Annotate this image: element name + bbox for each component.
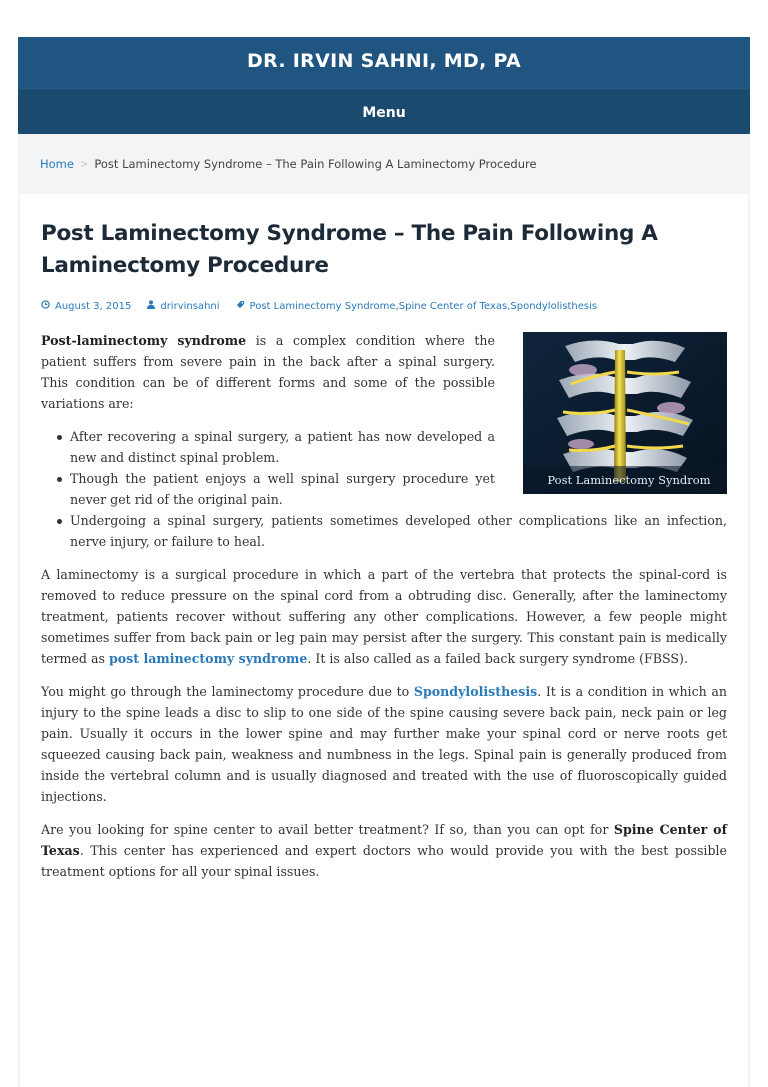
breadcrumb-home-link[interactable]: Home xyxy=(40,157,74,171)
intro-text: is a complex condition where the patient suffers from severe pain in the back after a spinal surgery. This condition can be of different forms and some of the possible variations are: xyxy=(41,333,495,411)
spine-center-paragraph xyxy=(41,819,727,882)
main-content xyxy=(20,194,748,1087)
image-caption: Post Laminectomy Syndrom xyxy=(547,473,711,487)
variations-list xyxy=(55,426,727,552)
spine-center-text: Are you looking for spine center to avail better treatment? If so, than you can opt for xyxy=(41,822,614,837)
tag-icon xyxy=(236,300,245,312)
post-body xyxy=(41,330,727,882)
site-title[interactable]: DR. IRVIN SAHNI, MD, PA xyxy=(247,49,521,72)
breadcrumb-current: Post Laminectomy Syndrome – The Pain Following A Laminectomy Procedure xyxy=(94,157,537,171)
menu-toggle[interactable] xyxy=(18,90,750,134)
post-date xyxy=(41,300,131,312)
breadcrumb-separator: > xyxy=(79,158,89,170)
category-link[interactable]: Post Laminectomy Syndrome xyxy=(249,300,396,312)
laminectomy-text: A laminectomy is a surgical procedure in which a part of the vertebra that protects the spinal-cord is removed to reduce pressure on the spinal cord from a obtruding disc. Generally, after the laminectomy treatment, patients recover without suffering any other complications. However, a few people might sometimes suffer from back pain or leg pain may persist after the surgery. This constant pain is medically termed as xyxy=(41,567,727,666)
list-item: Though the patient enjoys a well spinal surgery procedure yet never get rid of the original pain. xyxy=(55,468,727,510)
list-item: Undergoing a spinal surgery, patients sometimes developed other complications like an infection, nerve injury, or failure to heal. xyxy=(55,510,727,552)
spine-center-text-after: . This center has experienced and expert doctors who would provide you with the best possible treatment options for all your spinal issues. xyxy=(41,843,727,879)
post-meta xyxy=(41,300,727,312)
page-frame xyxy=(18,37,750,1087)
post-author xyxy=(147,300,219,312)
list-item: After recovering a spinal surgery, a patient has now developed a new and distinct spinal problem. xyxy=(55,426,727,468)
clock-icon xyxy=(41,300,50,312)
category-link[interactable]: Spine Center of Texas xyxy=(398,300,508,312)
spondylolisthesis-link[interactable]: Spondylolisthesis xyxy=(413,684,538,699)
category-separator: , xyxy=(507,300,511,312)
intro-term: Post-laminectomy syndrome xyxy=(41,333,247,348)
spine-center-name: Spine Center of Texas xyxy=(41,822,727,858)
category-link[interactable]: Spondylolisthesis xyxy=(510,300,598,312)
post-date-link[interactable]: August 3, 2015 xyxy=(55,300,132,312)
laminectomy-text-after: . It is also called as a failed back surgery syndrome (FBSS). xyxy=(307,651,688,666)
spondylolisthesis-text-after: . It is a condition in which an injury to the spine leads a disc to slip to one side of the spine causing severe back pain, neck pain or leg pain. Usually it occurs in the lower spine and may further make your spinal cord or nerve roots get squeezed causing back pain, weakness and numbness in the legs. Spinal pain is generally produced from inside the vertebral column and is usually diagnosed and treated with the use of fluoroscopically guided injections. xyxy=(41,684,727,804)
post-categories xyxy=(236,300,598,312)
post-laminectomy-link[interactable]: post laminectomy syndrome xyxy=(108,651,308,666)
site-header xyxy=(18,37,750,90)
category-separator: , xyxy=(395,300,399,312)
user-icon xyxy=(147,300,155,312)
spondylolisthesis-paragraph xyxy=(41,681,727,807)
laminectomy-paragraph xyxy=(41,564,727,669)
breadcrumb xyxy=(18,134,750,194)
post-author-link[interactable]: drirvinsahni xyxy=(160,300,220,312)
menu-label[interactable]: Menu xyxy=(362,104,406,121)
post-title: Post Laminectomy Syndrome – The Pain Following A Laminectomy Procedure xyxy=(41,221,658,278)
spondylolisthesis-text: You might go through the laminectomy procedure due to xyxy=(41,684,414,699)
